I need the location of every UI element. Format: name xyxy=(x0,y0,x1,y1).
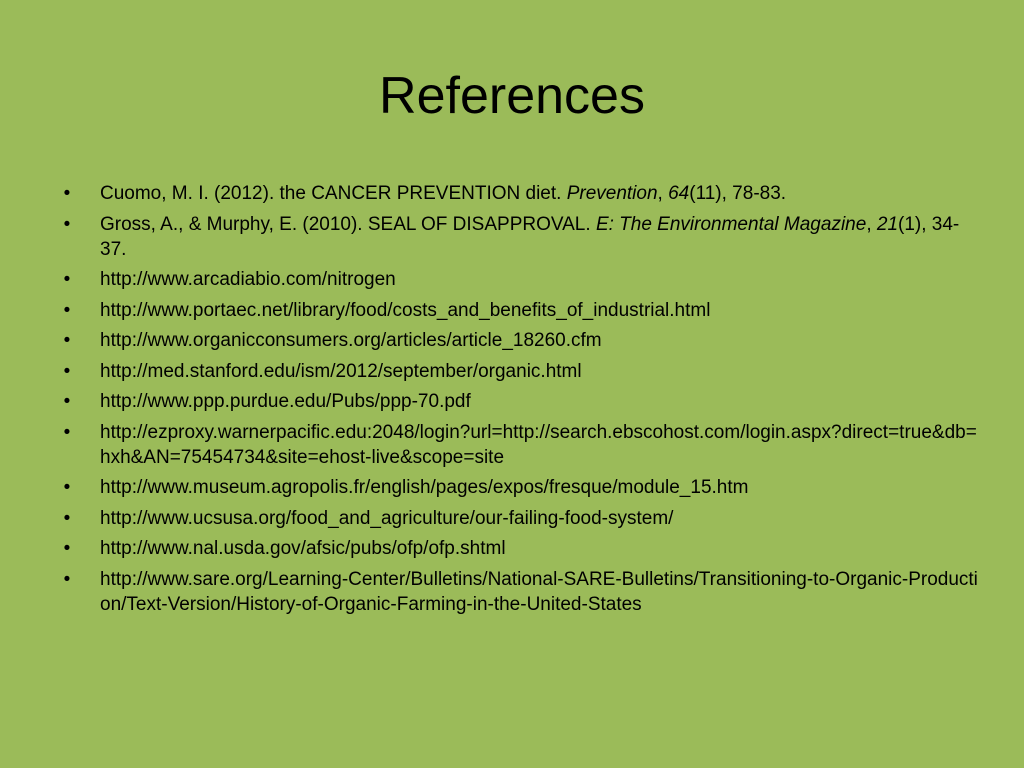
reference-item xyxy=(60,267,980,292)
reference-url[interactable]: http://www.nal.usda.gov/afsic/pubs/ofp/ofp.shtml xyxy=(100,538,506,559)
reference-item xyxy=(60,298,980,323)
citation-journal: E: The Environmental Magazine xyxy=(595,213,867,235)
reference-url[interactable]: http://www.ppp.purdue.edu/Pubs/ppp-70.pdf xyxy=(100,391,471,412)
bullet-icon: • xyxy=(63,568,71,590)
bullet-icon: • xyxy=(63,538,71,559)
reference-item xyxy=(60,212,980,262)
bullet-icon: • xyxy=(63,421,71,443)
reference-item xyxy=(60,536,980,561)
bullet-icon: • xyxy=(63,391,71,412)
reference-item xyxy=(60,359,980,384)
citation-separator: , xyxy=(657,183,669,204)
bullet-icon: • xyxy=(63,213,71,235)
reference-url[interactable]: http://www.museum.agropolis.fr/english/pages/expos/fresque/module_15.htm xyxy=(100,477,749,498)
reference-text xyxy=(100,212,980,262)
reference-item xyxy=(60,420,980,470)
citation-volume: 21 xyxy=(876,213,899,235)
citation-volume: 64 xyxy=(668,183,690,204)
reference-url[interactable]: http://med.stanford.edu/ism/2012/september/organic.html xyxy=(100,360,582,382)
reference-url[interactable]: http://www.ucsusa.org/food_and_agriculture/our-failing-food-system/ xyxy=(100,507,674,529)
reference-url[interactable]: http://www.organicconsumers.org/articles/article_18260.cfm xyxy=(100,330,602,351)
reference-list xyxy=(60,181,980,622)
reference-url[interactable]: http://www.arcadiabio.com/nitrogen xyxy=(100,269,396,290)
citation-authors-title: Cuomo, M. I. (2012). the CANCER PREVENTION diet. xyxy=(100,183,567,204)
citation-issue-pages: (1), 34-37. xyxy=(100,213,960,260)
reference-text xyxy=(100,181,980,206)
bullet-icon: • xyxy=(63,330,71,351)
bullet-icon: • xyxy=(63,507,71,529)
citation-journal: Prevention xyxy=(566,183,658,204)
citation-issue-pages: (11), 78-83. xyxy=(689,183,787,204)
slide-title: References xyxy=(379,67,645,125)
bullet-icon: • xyxy=(63,299,71,321)
reference-item xyxy=(60,475,980,500)
reference-item xyxy=(60,328,980,353)
reference-item xyxy=(60,567,980,617)
reference-url[interactable]: http://www.portaec.net/library/food/costs_and_benefits_of_industrial.html xyxy=(100,299,711,321)
bullet-icon: • xyxy=(63,360,71,382)
bullet-icon: • xyxy=(63,269,71,290)
reference-url[interactable]: http://ezproxy.warnerpacific.edu:2048/login?url=http://search.ebscohost.com/login.aspx?direct=true&db=hxh&AN=75454734&site=ehost-live&scope=site xyxy=(100,421,977,468)
bullet-icon: • xyxy=(63,477,71,498)
bullet-icon: • xyxy=(63,183,71,204)
citation-separator: , xyxy=(866,213,877,235)
reference-item xyxy=(60,389,980,414)
reference-item xyxy=(60,506,980,531)
reference-url[interactable]: http://www.sare.org/Learning-Center/Bulletins/National-SARE-Bulletins/Transitioning-to-Organic-Production/Text-Version/History-of-Organic-Farming-in-the-United-States xyxy=(100,568,978,615)
reference-item xyxy=(60,181,980,206)
citation-authors-title: Gross, A., & Murphy, E. (2010). SEAL OF DISAPPROVAL. xyxy=(100,213,596,235)
